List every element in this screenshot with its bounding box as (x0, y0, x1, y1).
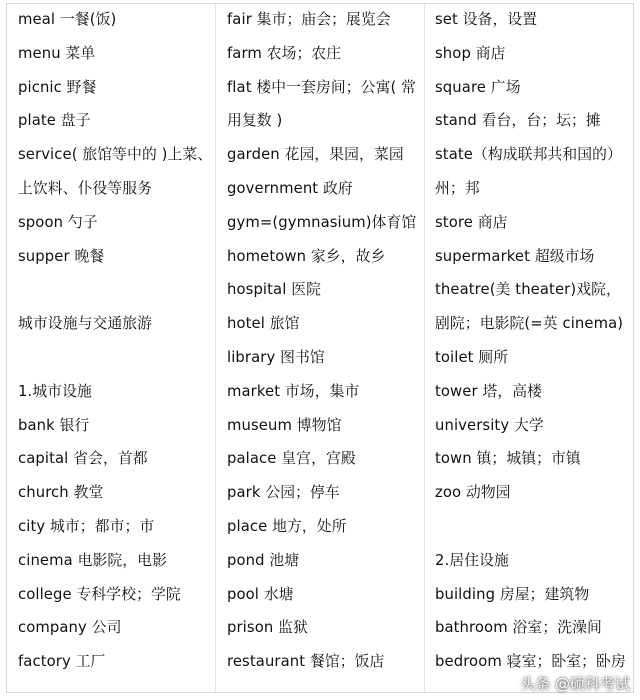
vocab-line: college 专科学校；学院 (18, 585, 181, 603)
vocab-line: tower 塔，高楼 (435, 382, 543, 400)
vocab-line: menu 菜单 (18, 44, 96, 62)
vocab-line: plate 盘子 (18, 112, 91, 130)
vocab-line: town 镇；城镇；市镇 (435, 450, 581, 468)
vocab-line: prison 监狱 (227, 619, 308, 637)
vocab-line: 州；邦 (435, 179, 480, 197)
vocab-line: supper 晚餐 (18, 247, 105, 265)
vocab-line: gym=(gymnasium)体育馆 (227, 213, 417, 231)
vocab-line: toilet 厕所 (435, 348, 509, 366)
vocab-line: building 房屋；建筑物 (435, 585, 590, 603)
vocab-line: fair 集市；庙会；展览会 (227, 11, 391, 28)
column-divider (424, 3, 425, 693)
column-divider (215, 3, 216, 693)
vocab-line: university 大学 (435, 416, 544, 434)
vocab-line: zoo 动物园 (435, 484, 511, 502)
vocab-line: stand 看台，台；坛；摊 (435, 112, 601, 130)
vocab-line: 城市设施与交通旅游 (18, 315, 153, 333)
vocab-line: hospital 医院 (227, 281, 322, 299)
vocab-column-2 (227, 3, 416, 679)
vocab-line (18, 341, 212, 375)
vocab-line: capital 省会，首都 (18, 450, 148, 468)
vocab-line (18, 273, 212, 307)
vocab-line: pool 水塘 (227, 585, 294, 603)
vocab-line: museum 博物馆 (227, 416, 342, 434)
vocab-line: church 教堂 (18, 484, 104, 502)
vocab-line: government 政府 (227, 179, 353, 197)
vocab-line: 上饮料、仆役等服务 (18, 179, 153, 197)
vocab-line: library 图书馆 (227, 348, 325, 366)
vocab-line: cinema 电影院，电影 (18, 551, 167, 569)
vocab-line: factory 工厂 (18, 653, 106, 671)
vocab-line: bedroom 寝室；卧室；卧房 (435, 653, 626, 671)
vocab-line: flat 楼中一套房间；公寓( 常 (227, 78, 417, 96)
vocab-column-3 (435, 3, 626, 679)
vocab-line: park 公园；停车 (227, 484, 340, 502)
vocab-line: restaurant 餐馆；饭店 (227, 653, 385, 671)
vocab-line: pond 池塘 (227, 551, 300, 569)
vocab-line: place 地方，处所 (227, 517, 347, 535)
vocab-line: bathroom 浴室；洗澡间 (435, 619, 602, 637)
vocab-line: company 公司 (18, 619, 122, 637)
vocab-line: state（构成联邦共和国的） (435, 146, 622, 164)
vocab-line: spoon 勺子 (18, 213, 98, 231)
vocab-line: supermarket 超级市场 (435, 247, 595, 265)
vocab-line: garden 花园，果园，菜园 (227, 146, 404, 164)
vocab-line: farm 农场；农庄 (227, 44, 342, 62)
vocab-column-1 (18, 3, 212, 679)
vocab-line: bank 银行 (18, 416, 90, 434)
vocab-line: picnic 野餐 (18, 78, 97, 96)
vocab-line: 2.居住设施 (435, 551, 509, 569)
vocab-line: set 设备，设置 (435, 11, 538, 28)
vocab-line: 用复数 ) (227, 112, 283, 130)
vocab-line: shop 商店 (435, 44, 506, 62)
vocab-line: meal 一餐(饭) (18, 11, 117, 28)
watermark: 头条 @硕科考试 (520, 675, 630, 693)
vocab-line: market 市场，集市 (227, 382, 360, 400)
vocab-line: city 城市；都市；市 (18, 517, 155, 535)
vocab-line: hotel 旅馆 (227, 315, 300, 333)
vocab-line: square 广场 (435, 78, 521, 96)
vocab-line (435, 510, 626, 544)
vocab-line: 剧院；电影院(=英 cinema) (435, 315, 624, 333)
vocab-line: 1.城市设施 (18, 382, 92, 400)
vocab-line: service( 旅馆等中的 )上菜、 (18, 146, 213, 164)
vocab-line: hometown 家乡，故乡 (227, 247, 386, 265)
vocab-line: store 商店 (435, 213, 508, 231)
vocab-line: palace 皇宫，宫殿 (227, 450, 356, 468)
vocab-line: theatre(美 theater)戏院， (435, 281, 621, 299)
